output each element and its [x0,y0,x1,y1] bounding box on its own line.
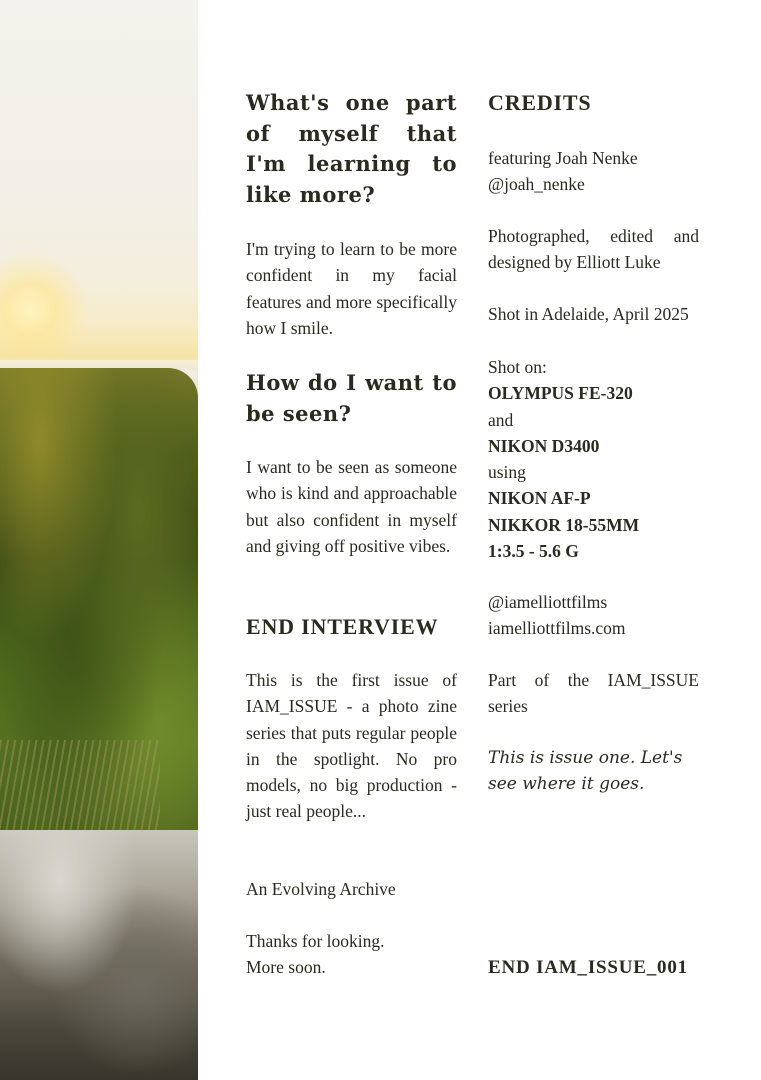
cover-photo [0,0,198,1080]
featuring-handle: @joah_nenke [488,174,585,195]
equipment-block [488,354,699,564]
thanks-block [246,928,457,981]
shot-on-label: Shot on: [488,357,547,377]
website-link[interactable]: iamelliottfilms.com [488,618,626,639]
question-one-heading: What's one part of myself that I'm learning to like more? [246,90,457,207]
lens-line-3: 1:3.5 - 5.6 G [488,541,579,562]
camera-one: OLYMPUS FE-320 [488,383,633,404]
social-handle[interactable]: @iamelliottfilms [488,592,608,612]
question-two-heading: How do I want to be seen? [246,370,457,426]
using-label: using [488,462,526,483]
end-interview-heading: END INTERVIEW [246,614,439,639]
shot-location: Shot in Adelaide, April 2025 [488,304,689,324]
sunset-glow [0,250,90,370]
question-one-answer: I'm trying to learn to be more confident in my facial features and more specifically how I smile. [246,239,457,338]
featuring-line: featuring Joah Nenke [488,148,638,168]
end-issue-heading: END IAM_ISSUE_001 [488,957,688,978]
lens-line-2: NIKKOR 18-55MM [488,514,640,535]
issue-note: This is issue one. Let's see where it goes. [488,748,683,794]
series-line: Part of the IAM_ISSUE series [488,670,699,717]
camera-two: NIKON D3400 [488,435,600,456]
lens-line-1: NIKON AF-P [488,488,591,509]
thanks-line-2: More soon. [246,957,326,978]
and-label: and [488,409,514,430]
about-paragraph: This is the first issue of IAM_ISSUE - a photo zine series that puts regular people in the spotlight. No pro models, no big production - just real people... [246,670,457,822]
links-block [488,589,699,642]
credits-heading: CREDITS [488,90,592,115]
thanks-line-1: Thanks for looking. [246,931,385,951]
question-two-answer: I want to be seen as someone who is kind and approachable but also confident in myself and giving off positive vibes. [246,457,457,556]
featuring-block [488,145,699,198]
archive-line: An Evolving Archive [246,879,396,899]
photographed-by: Photographed, edited and designed by Elliott Luke [488,226,699,273]
sandy-ground [0,830,198,1080]
